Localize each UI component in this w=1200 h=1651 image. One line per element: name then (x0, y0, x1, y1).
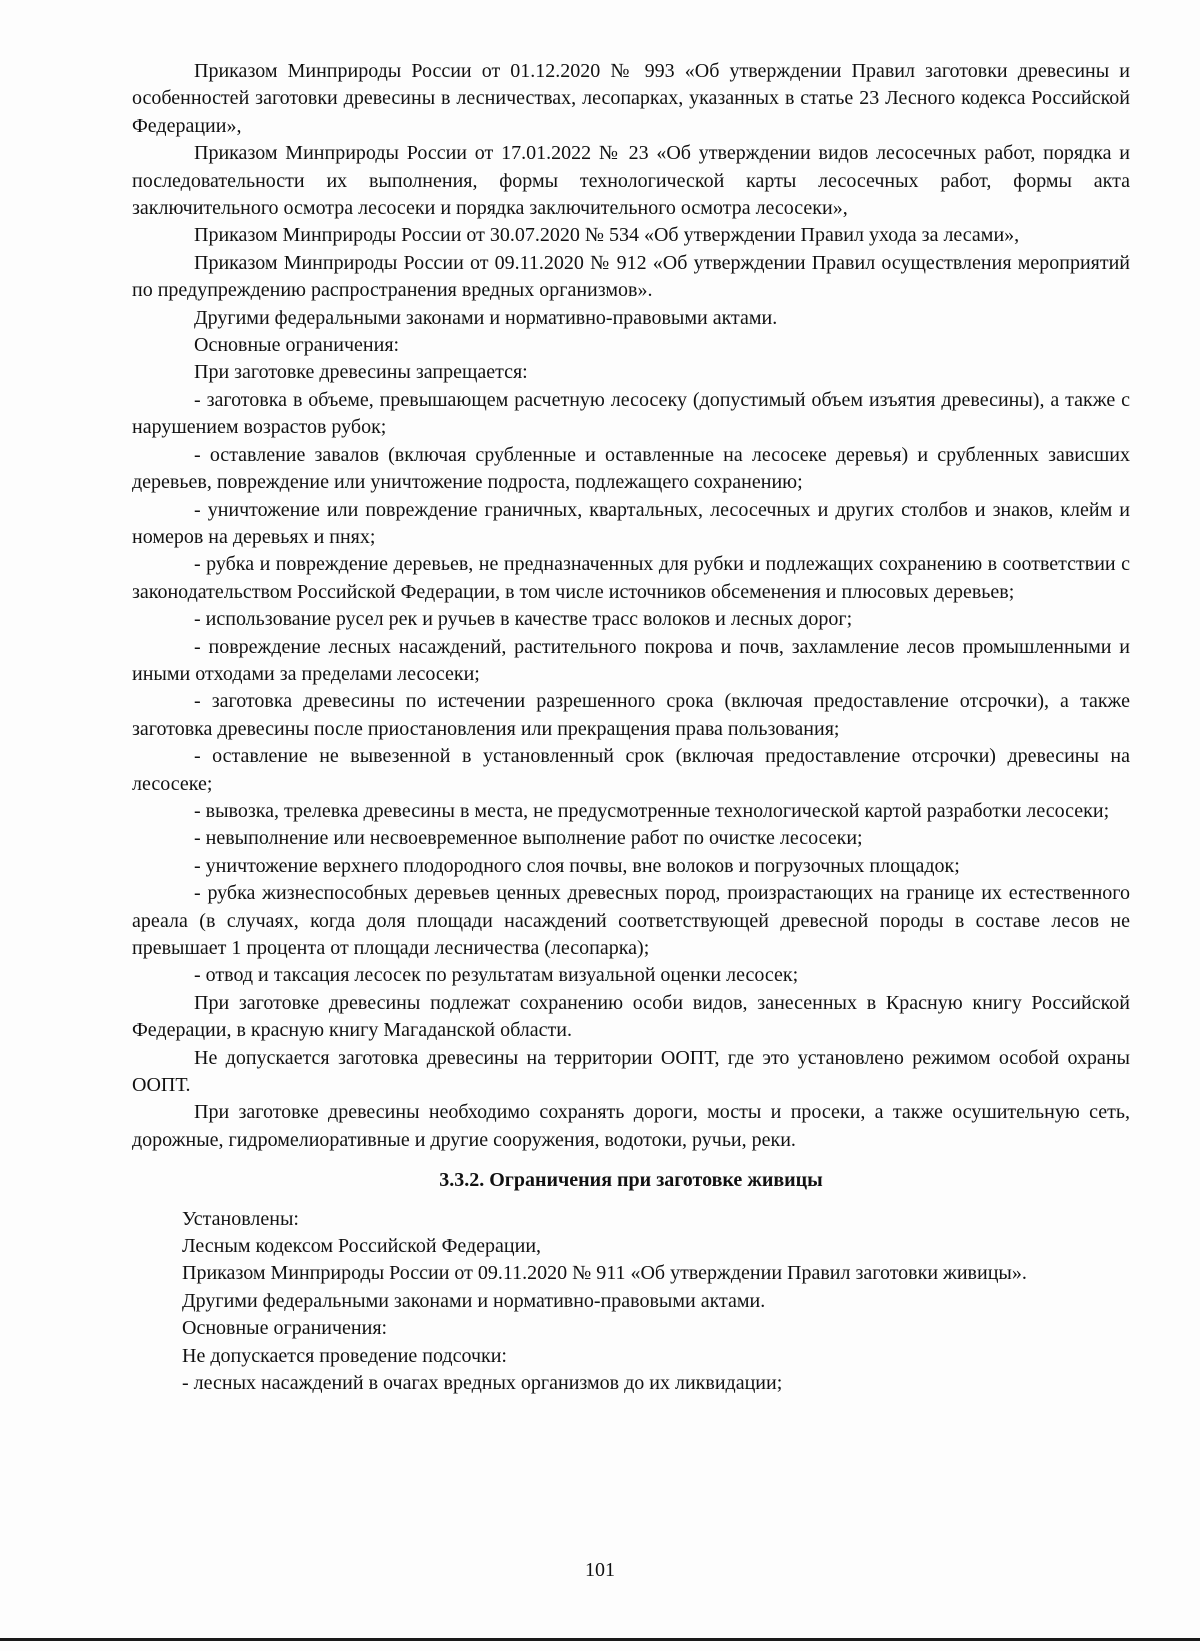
paragraph: Основные ограничения: (194, 334, 400, 357)
list-item: - заготовка в объеме, превышающем расчетную лесосеку (допустимый объем изъятия древесины), а также с нарушением возрастов рубок; (132, 388, 1130, 439)
paragraph: Приказом Минприроды России от 09.11.2020 № 911 «Об утверждении Правил заготовки живицы». (182, 1262, 1027, 1285)
paragraph: Приказом Минприроды России от 30.07.2020 № 534 «Об утверждении Правил ухода за лесами», (194, 224, 1020, 247)
paragraph: Не допускается заготовка древесины на территории ООПТ, где это установлено режимом особой охраны ООПТ. (132, 1046, 1130, 1097)
list-item: - отвод и таксация лесосек по результатам визуальной оценки лесосек; (194, 964, 799, 987)
page-body (132, 58, 1130, 1398)
list-item: - заготовка древесины по истечении разрешенного срока (включая предоставление отсрочки), а также заготовка древесины после приостановления или прекращения права пользования; (132, 690, 1130, 740)
list-item: - повреждение лесных насаждений, растительного покрова и почв, захламление лесов промышленными и иными отходами за пределами лесосеки; (132, 635, 1130, 685)
list-item: - вывозка, трелевка древесины в места, не предусмотренные технологической картой разработки лесосеки; (194, 799, 1110, 822)
paragraph: Установлены: (182, 1207, 299, 1230)
page-number: 101 (585, 1559, 615, 1581)
paragraph: Основные ограничения: (182, 1317, 388, 1340)
paragraph: Приказом Минприроды России от 09.11.2020 № 912 «Об утверждении Правил осуществления мероприятий по предупреждению распространения вредных организмов». (132, 251, 1130, 302)
paragraph: При заготовке древесины необходимо сохранять дороги, мосты и просеки, а также осушительную сеть, дорожные, гидромелиоративные и другие сооружения, водотоки, ручьи, реки. (132, 1101, 1130, 1151)
paragraph: Лесным кодексом Российской Федерации, (182, 1235, 542, 1258)
paragraph: Другими федеральными законами и нормативно-правовыми актами. (182, 1289, 766, 1312)
paragraph: При заготовке древесины подлежат сохранению особи видов, занесенных в Красную книгу Российской Федерации, в красную книгу Магаданской области. (132, 991, 1130, 1042)
list-item: - уничтожение или повреждение граничных, квартальных, лесосечных и других столбов и знаков, клейм и номеров на деревьях и пнях; (132, 498, 1130, 548)
bottom-rule (0, 1638, 1200, 1641)
paragraph: Приказом Минприроды России от 01.12.2020 № 993 «Об утверждении Правил заготовки древесины и особенностей заготовки древесины в лесничествах, лесопарках, указанных в статье 23 Лесного кодекса Российской Федерации», (132, 60, 1130, 137)
paragraph: Не допускается проведение подсочки: (182, 1344, 507, 1367)
section-heading: 3.3.2. Ограничения при заготовке живицы (439, 1169, 823, 1192)
list-item: - оставление не вывезенной в установленный срок (включая предоставление отсрочки) древесины на лесосеке; (132, 745, 1130, 795)
list-item: - рубка и повреждение деревьев, не предназначенных для рубки и подлежащих сохранению в соответствии с законодательством Российской Федерации, в том числе источников обсеменения и плюсовых деревьев; (132, 553, 1130, 603)
paragraph: При заготовке древесины запрещается: (194, 361, 528, 384)
list-item: - невыполнение или несвоевременное выполнение работ по очистке лесосеки; (194, 827, 863, 850)
paragraph: Другими федеральными законами и нормативно-правовыми актами. (194, 306, 778, 329)
list-item: - рубка жизнеспособных деревьев ценных древесных пород, произрастающих на границе их естественного ареала (в случаях, когда доля площади насаждений соответствующей древесной породы в составе лесов не превышает 1 процента от площади лесничества (лесопарка); (132, 882, 1130, 959)
list-item: - лесных насаждений в очагах вредных организмов до их ликвидации; (182, 1372, 783, 1395)
list-item: - уничтожение верхнего плодородного слоя почвы, вне волоков и погрузочных площадок; (194, 854, 960, 877)
list-item: - оставление завалов (включая срубленные и оставленные на лесосеке деревья) и срубленных зависших деревьев, повреждение или уничтожение подроста, подлежащего сохранению; (132, 443, 1130, 494)
paragraph: Приказом Минприроды России от 17.01.2022 № 23 «Об утверждении видов лесосечных работ, порядка и последовательности их выполнения, формы технологической карты лесосечных работ, формы акта заключительного осмотра лесосеки и порядка заключительного осмотра лесосеки», (132, 142, 1130, 220)
list-item: - использование русел рек и ручьев в качестве трасс волоков и лесных дорог; (194, 608, 853, 631)
